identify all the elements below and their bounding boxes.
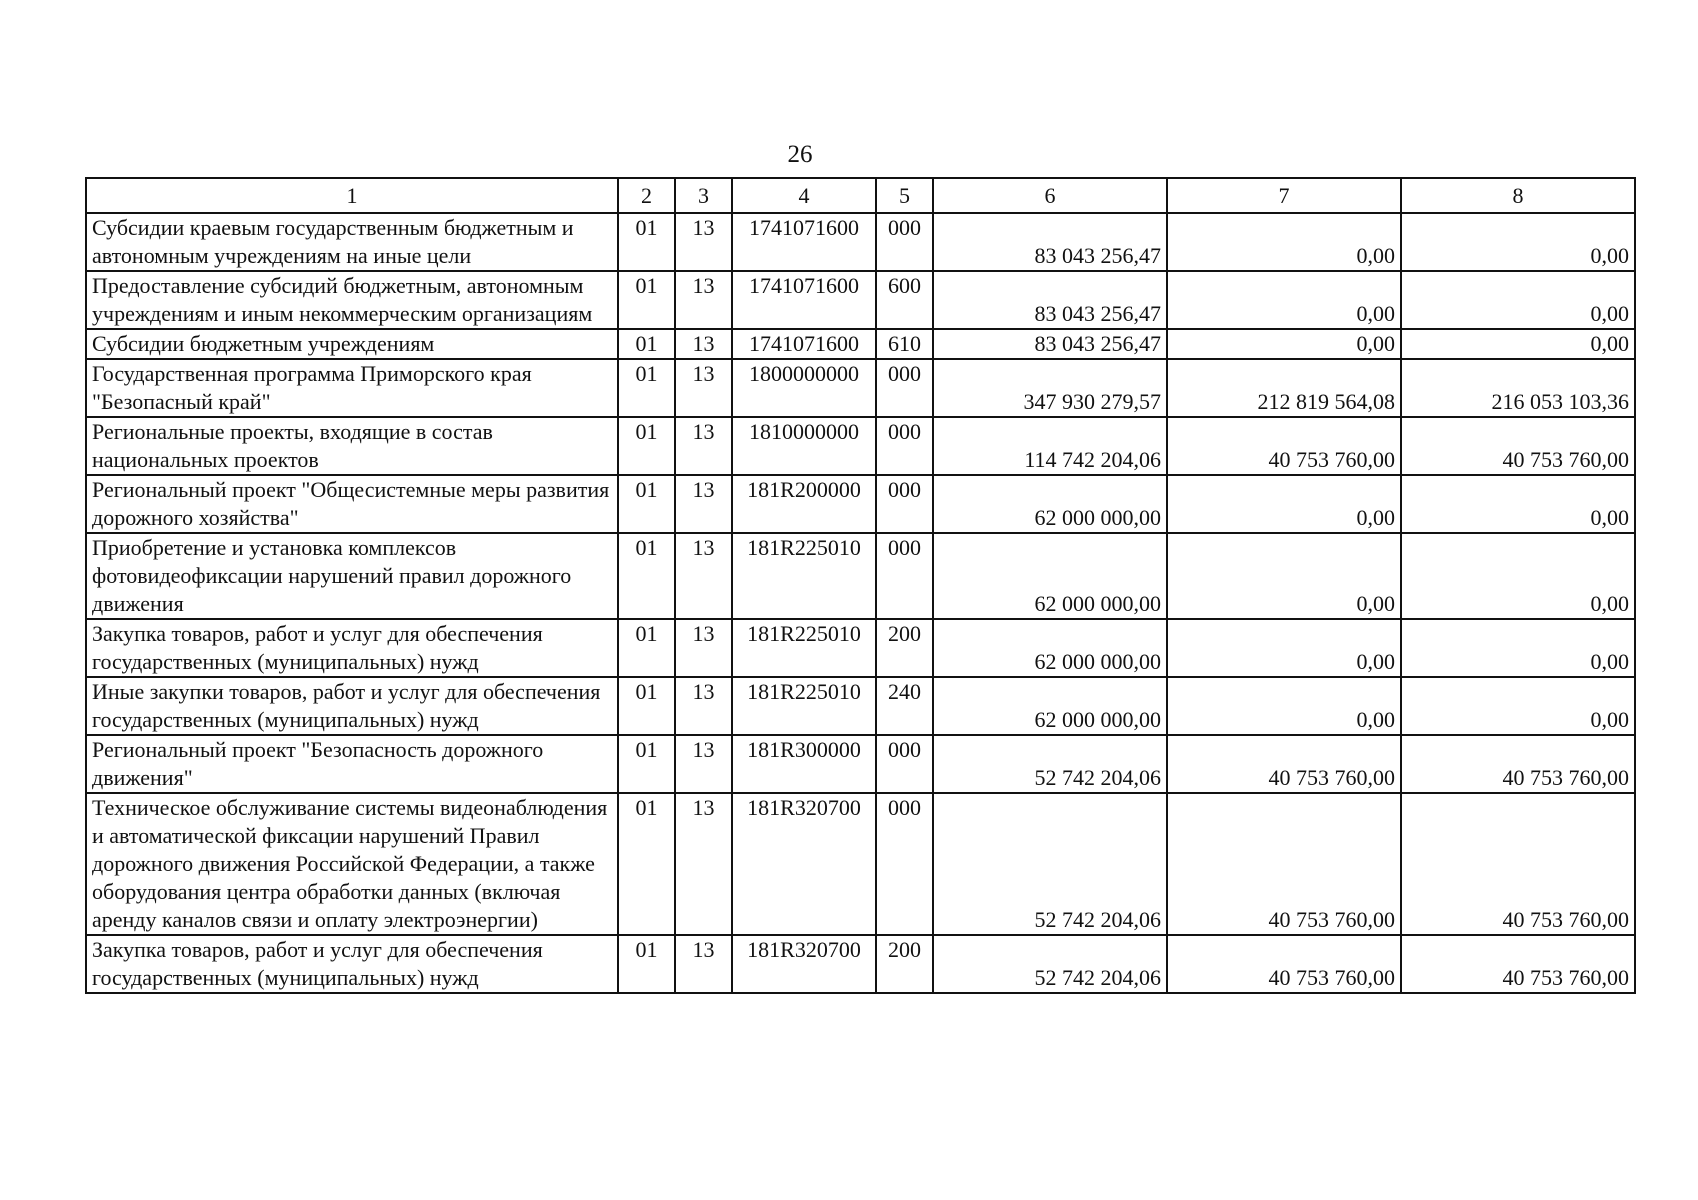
amount-col6-cell: 62 000 000,00 <box>933 677 1167 735</box>
header-cell: 7 <box>1167 178 1401 213</box>
amount-col8-cell: 0,00 <box>1401 533 1635 619</box>
item-name-cell: Государственная программа Приморского края "Безопасный край" <box>86 359 618 417</box>
amount-col6-cell: 62 000 000,00 <box>933 619 1167 677</box>
item-name-cell: Региональный проект "Безопасность дорожного движения" <box>86 735 618 793</box>
section-code-cell: 01 <box>618 735 675 793</box>
amount-col6-cell: 83 043 256,47 <box>933 213 1167 271</box>
subsection-code-cell: 13 <box>675 735 732 793</box>
table-row <box>86 677 1635 735</box>
header-cell: 6 <box>933 178 1167 213</box>
expense-type-cell: 000 <box>876 533 933 619</box>
target-article-cell: 181R320700 <box>732 793 876 935</box>
header-cell: 8 <box>1401 178 1635 213</box>
header-cell: 5 <box>876 178 933 213</box>
header-cell: 4 <box>732 178 876 213</box>
target-article-cell: 181R225010 <box>732 619 876 677</box>
item-name-cell: Региональные проекты, входящие в состав национальных проектов <box>86 417 618 475</box>
expense-type-cell: 000 <box>876 359 933 417</box>
amount-col8-cell: 0,00 <box>1401 677 1635 735</box>
table-row <box>86 735 1635 793</box>
table-row <box>86 417 1635 475</box>
expense-type-cell: 200 <box>876 619 933 677</box>
target-article-cell: 1741071600 <box>732 213 876 271</box>
amount-col7-cell: 40 753 760,00 <box>1167 935 1401 993</box>
amount-col7-cell: 40 753 760,00 <box>1167 793 1401 935</box>
section-code-cell: 01 <box>618 935 675 993</box>
item-name-cell: Субсидии краевым государственным бюджетным и автономным учреждениям на иные цели <box>86 213 618 271</box>
amount-col6-cell: 114 742 204,06 <box>933 417 1167 475</box>
amount-col8-cell: 40 753 760,00 <box>1401 417 1635 475</box>
section-code-cell: 01 <box>618 359 675 417</box>
amount-col7-cell: 0,00 <box>1167 619 1401 677</box>
amount-col6-cell: 83 043 256,47 <box>933 271 1167 329</box>
amount-col8-cell: 0,00 <box>1401 271 1635 329</box>
amount-col6-cell: 83 043 256,47 <box>933 329 1167 359</box>
item-name-cell: Предоставление субсидий бюджетным, автономным учреждениям и иным некоммерческим организациям <box>86 271 618 329</box>
expense-type-cell: 600 <box>876 271 933 329</box>
table-row <box>86 329 1635 359</box>
amount-col7-cell: 0,00 <box>1167 271 1401 329</box>
subsection-code-cell: 13 <box>675 271 732 329</box>
target-article-cell: 1810000000 <box>732 417 876 475</box>
table-row <box>86 935 1635 993</box>
table-header-row <box>86 178 1635 213</box>
amount-col8-cell: 0,00 <box>1401 329 1635 359</box>
expense-type-cell: 000 <box>876 735 933 793</box>
section-code-cell: 01 <box>618 271 675 329</box>
amount-col7-cell: 40 753 760,00 <box>1167 417 1401 475</box>
table-row <box>86 475 1635 533</box>
header-cell: 3 <box>675 178 732 213</box>
item-name-cell: Субсидии бюджетным учреждениям <box>86 329 618 359</box>
item-name-cell: Региональный проект "Общесистемные меры развития дорожного хозяйства" <box>86 475 618 533</box>
expense-type-cell: 000 <box>876 793 933 935</box>
expense-type-cell: 000 <box>876 475 933 533</box>
subsection-code-cell: 13 <box>675 359 732 417</box>
table-row <box>86 359 1635 417</box>
amount-col6-cell: 52 742 204,06 <box>933 935 1167 993</box>
subsection-code-cell: 13 <box>675 677 732 735</box>
table-row <box>86 271 1635 329</box>
header-cell: 1 <box>86 178 618 213</box>
subsection-code-cell: 13 <box>675 329 732 359</box>
subsection-code-cell: 13 <box>675 935 732 993</box>
item-name-cell: Техническое обслуживание системы видеонаблюдения и автоматической фиксации нарушений Правил дорожного движения Российской Федерации, а также оборудования центра обработки данных (включая аренду каналов связи и оплату электроэнергии) <box>86 793 618 935</box>
amount-col7-cell: 0,00 <box>1167 677 1401 735</box>
amount-col6-cell: 52 742 204,06 <box>933 793 1167 935</box>
expense-type-cell: 000 <box>876 213 933 271</box>
subsection-code-cell: 13 <box>675 619 732 677</box>
subsection-code-cell: 13 <box>675 793 732 935</box>
expense-type-cell: 200 <box>876 935 933 993</box>
amount-col7-cell: 0,00 <box>1167 475 1401 533</box>
amount-col7-cell: 0,00 <box>1167 213 1401 271</box>
page-number: 26 <box>787 141 813 168</box>
amount-col8-cell: 40 753 760,00 <box>1401 735 1635 793</box>
amount-col8-cell: 40 753 760,00 <box>1401 935 1635 993</box>
expense-type-cell: 610 <box>876 329 933 359</box>
item-name-cell: Приобретение и установка комплексов фотовидеофиксации нарушений правил дорожного движения <box>86 533 618 619</box>
header-cell: 2 <box>618 178 675 213</box>
expense-type-cell: 000 <box>876 417 933 475</box>
target-article-cell: 1800000000 <box>732 359 876 417</box>
subsection-code-cell: 13 <box>675 417 732 475</box>
budget-table <box>85 177 1636 994</box>
table-row <box>86 619 1635 677</box>
subsection-code-cell: 13 <box>675 475 732 533</box>
item-name-cell: Иные закупки товаров, работ и услуг для обеспечения государственных (муниципальных) нужд <box>86 677 618 735</box>
amount-col7-cell: 212 819 564,08 <box>1167 359 1401 417</box>
item-name-cell: Закупка товаров, работ и услуг для обеспечения государственных (муниципальных) нужд <box>86 935 618 993</box>
amount-col8-cell: 40 753 760,00 <box>1401 793 1635 935</box>
amount-col6-cell: 52 742 204,06 <box>933 735 1167 793</box>
target-article-cell: 181R225010 <box>732 533 876 619</box>
amount-col7-cell: 40 753 760,00 <box>1167 735 1401 793</box>
item-name-cell: Закупка товаров, работ и услуг для обеспечения государственных (муниципальных) нужд <box>86 619 618 677</box>
section-code-cell: 01 <box>618 533 675 619</box>
section-code-cell: 01 <box>618 213 675 271</box>
expense-type-cell: 240 <box>876 677 933 735</box>
amount-col7-cell: 0,00 <box>1167 533 1401 619</box>
amount-col7-cell: 0,00 <box>1167 329 1401 359</box>
amount-col6-cell: 347 930 279,57 <box>933 359 1167 417</box>
amount-col8-cell: 0,00 <box>1401 475 1635 533</box>
amount-col6-cell: 62 000 000,00 <box>933 533 1167 619</box>
table-row <box>86 213 1635 271</box>
amount-col6-cell: 62 000 000,00 <box>933 475 1167 533</box>
target-article-cell: 181R200000 <box>732 475 876 533</box>
subsection-code-cell: 13 <box>675 533 732 619</box>
amount-col8-cell: 0,00 <box>1401 213 1635 271</box>
section-code-cell: 01 <box>618 329 675 359</box>
target-article-cell: 181R320700 <box>732 935 876 993</box>
target-article-cell: 1741071600 <box>732 329 876 359</box>
amount-col8-cell: 0,00 <box>1401 619 1635 677</box>
target-article-cell: 181R225010 <box>732 677 876 735</box>
section-code-cell: 01 <box>618 619 675 677</box>
amount-col8-cell: 216 053 103,36 <box>1401 359 1635 417</box>
table-row <box>86 533 1635 619</box>
section-code-cell: 01 <box>618 677 675 735</box>
target-article-cell: 181R300000 <box>732 735 876 793</box>
section-code-cell: 01 <box>618 475 675 533</box>
section-code-cell: 01 <box>618 417 675 475</box>
target-article-cell: 1741071600 <box>732 271 876 329</box>
section-code-cell: 01 <box>618 793 675 935</box>
subsection-code-cell: 13 <box>675 213 732 271</box>
table-row <box>86 793 1635 935</box>
